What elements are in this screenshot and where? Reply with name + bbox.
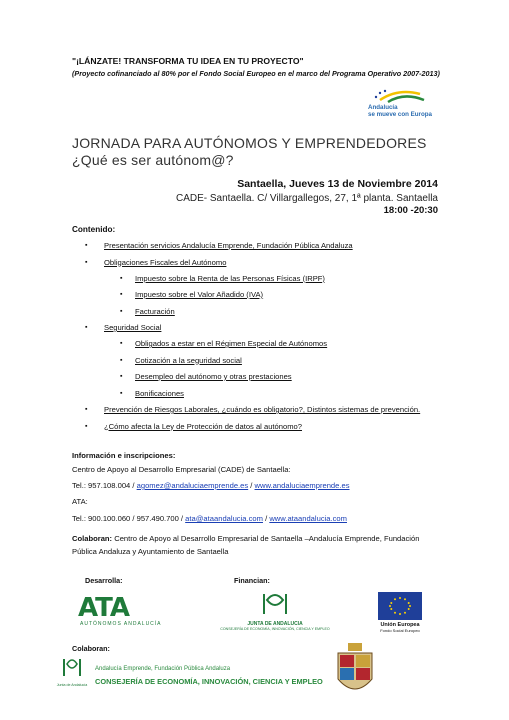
junta-emblem-icon	[255, 590, 295, 616]
colabora-paragraph	[72, 532, 442, 558]
contents-sublist	[120, 274, 465, 316]
ata-email-link[interactable]: ata@ataandalucia.com	[185, 514, 263, 523]
cade-label: Centro de Apoyo al Desarrollo Empresarial (CADE) de Santaella:	[72, 465, 291, 474]
ata-web-link[interactable]: www.ataandalucia.com	[269, 514, 347, 523]
contents-item-label: Prevención de Riesgos Laborales, ¿cuándo es obligatorio?, Distintos sistemas de prevención.	[104, 405, 421, 414]
contents-item-label: Presentación servicios Andalucía Emprende, Fundación Pública Andaluza	[104, 241, 353, 250]
contents-heading: Contenido:	[72, 225, 116, 234]
desarrolla-label: Desarrolla:	[85, 576, 123, 585]
colabora-label: Colaboran:	[72, 534, 113, 543]
junta-small-text: Junta de Andalucía	[56, 683, 88, 687]
santaella-coat-of-arms-icon	[332, 641, 378, 701]
contents-item	[85, 323, 465, 398]
separator: /	[248, 481, 255, 490]
financian-label: Financian:	[234, 576, 270, 585]
consejeria-line: CONSEJERÍA DE ECONOMÍA, INNOVACIÓN, CIENCIA Y EMPLEO	[95, 677, 323, 686]
eu-label: Unión Europea	[380, 622, 420, 628]
eu-sublabel: Fondo Social Europeo	[380, 628, 420, 633]
contents-subitem: ▪ Cotización a la seguridad social	[120, 356, 465, 365]
contents-item-label: Seguridad Social	[104, 323, 162, 332]
slogan: "¡LÁNZATE! TRANSFORMA TU IDEA EN TU PROYECTO"	[72, 56, 304, 66]
colabora-text: Centro de Apoyo al Desarrollo Empresarial de Santaella –Andalucía Emprende, Fundación Pública Andaluza y Ayuntamiento de Santaella	[72, 534, 420, 556]
event-location: CADE- Santaella. C/ Villargallegos, 27, 1ª planta. Santaella	[175, 193, 438, 204]
event-date: Santaella, Jueves 13 de Noviembre 2014	[237, 178, 438, 190]
junta-logo-text: JUNTA DE ANDALUCIA	[247, 621, 303, 627]
andalucia-logo-text	[368, 104, 432, 118]
cade-web-link[interactable]: www.andaluciaemprende.es	[254, 481, 350, 490]
contents-subitem: ▪ Bonificaciones	[120, 389, 465, 398]
page-title: JORNADA PARA AUTÓNOMOS Y EMPRENDEDORES	[72, 135, 427, 151]
ata-contact	[72, 514, 347, 523]
andalucia-logo-line1: Andalucía	[368, 104, 398, 111]
contents-item-label: Obligaciones Fiscales del Autónomo	[104, 257, 227, 267]
ata-logo: ATA	[78, 593, 129, 623]
contents-item	[85, 258, 465, 316]
info-heading	[72, 451, 175, 460]
contents-item-label: ¿Cómo afecta la Ley de Protección de datos al autónomo?	[104, 421, 302, 431]
contents-item	[85, 241, 465, 250]
contents-sublist	[120, 339, 465, 398]
contents-subitem: ▪ Impuesto sobre el Valor Añadido (IVA)	[120, 290, 465, 299]
cofinance-note: (Proyecto cofinanciado al 80% por el Fondo Social Europeo en el marco del Programa Operativo 2007-2013)	[72, 69, 440, 78]
junta-logo-subtext: CONSEJERÍA DE ECONOMÍA, INNOVACIÓN, CIENCIA Y EMPLEO	[220, 627, 330, 631]
andalucia-logo-line2: se mueve con Europa	[368, 111, 432, 118]
event-time: 18:00 -20:30	[383, 205, 438, 216]
ata-logo-subtitle: AUTÓNOMOS ANDALUCÍA	[80, 621, 162, 627]
contents-subitem: ▪ Facturación	[120, 307, 465, 316]
eu-flag-icon	[378, 592, 422, 620]
cade-contact	[72, 481, 350, 490]
contents-subitem: ▪ Obligados a estar en el Régimen Especial de Autónomos	[120, 339, 465, 348]
junta-small-logo	[55, 656, 89, 687]
contents-subitem: ▪ Desempleo del autónomo y otras prestaciones	[120, 372, 465, 381]
page-subtitle: ¿Qué es ser autónom@?	[72, 152, 234, 168]
contents-item	[85, 405, 465, 414]
cade-email-link[interactable]: agomez@andaluciaemprende.es	[136, 481, 249, 490]
contents-subitem: ▪ Impuesto sobre la Renta de las Personas Físicas (IRPF)	[120, 274, 465, 283]
contents-list	[85, 241, 465, 438]
ata-label: ATA:	[72, 497, 88, 506]
separator: /	[262, 514, 270, 523]
junta-andalucia-logo	[220, 590, 330, 631]
colaboran-label: Colaboran:	[72, 644, 110, 653]
andalucia-emprende-line: Andalucía Emprende, Fundación Pública Andaluza	[95, 666, 231, 672]
ata-phone: Tel.: 900.100.060 / 957.490.700 /	[72, 514, 184, 523]
cade-phone: Tel.: 957.108.004 /	[72, 481, 135, 490]
eu-logo-text	[369, 622, 431, 633]
contents-item	[85, 422, 465, 431]
junta-small-emblem-icon	[59, 656, 85, 678]
info-heading-text: Información e inscripciones:	[72, 451, 176, 460]
